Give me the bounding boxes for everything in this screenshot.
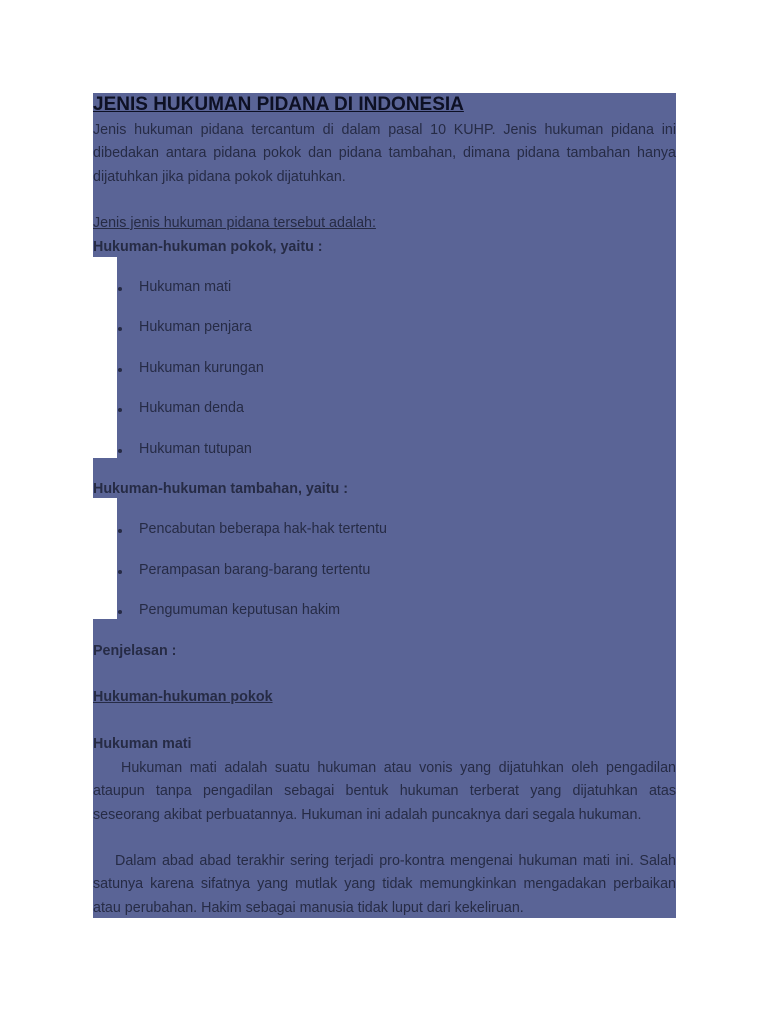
bullet <box>118 449 122 453</box>
list-item: Hukuman mati <box>139 279 232 295</box>
list-item: Pencabutan beberapa hak-hak tertentu <box>139 521 387 537</box>
list-item: Hukuman denda <box>139 400 244 416</box>
section-title: Hukuman mati <box>93 736 192 752</box>
list-item: Pengumuman keputusan hakim <box>139 602 341 618</box>
intro-paragraph: Jenis hukuman pidana tercantum di dalam pasal 10 KUHP. Jenis hukuman pidana ini dibedakan antara pidana pokok dan pidana tambahan, dimana pidana tambahan hanya dijatuhkan jika pidana pokok dijatuhkan. <box>93 122 676 185</box>
list-intro: Jenis jenis hukuman pidana tersebut adalah: <box>93 215 376 231</box>
bullet <box>118 287 122 291</box>
document-page <box>93 93 676 918</box>
list-item: Hukuman penjara <box>139 319 252 335</box>
penjelasan-heading: Penjelasan : <box>93 643 177 659</box>
bullet <box>118 529 122 533</box>
page-title: JENIS HUKUMAN PIDANA DI INDONESIA <box>93 94 464 115</box>
pokok-subheading: Hukuman-hukuman pokok <box>93 689 273 705</box>
list-margin-block <box>93 498 117 619</box>
list-item: Perampasan barang-barang tertentu <box>139 562 371 578</box>
body-paragraph: Hukuman mati adalah suatu hukuman atau vonis yang dijatuhkan oleh pengadilan ataupun tanpa pengadilan sebagai bentuk hukuman terberat yang dijatuhkan atas seseorang akibat perbuatannya. Hukuman ini adalah puncaknya dari segala hukuman. <box>93 760 676 823</box>
bullet <box>118 368 122 372</box>
body-paragraph: Dalam abad abad terakhir sering terjadi pro-kontra mengenai hukuman mati ini. Salah satunya karena sifatnya yang mutlak yang tidak memungkinkan mengadakan perbaikan atau perubahan. Hakim sebagai manusia tidak luput dari kekeliruan. <box>93 853 676 916</box>
list-item: Hukuman tutupan <box>139 441 252 457</box>
tambahan-heading: Hukuman-hukuman tambahan, yaitu : <box>93 481 348 497</box>
bullet <box>118 408 122 412</box>
list-margin-block <box>93 257 117 458</box>
pokok-heading: Hukuman-hukuman pokok, yaitu : <box>93 239 323 255</box>
bullet <box>118 570 122 574</box>
bullet <box>118 327 122 331</box>
bullet <box>118 610 122 614</box>
list-item: Hukuman kurungan <box>139 360 264 376</box>
